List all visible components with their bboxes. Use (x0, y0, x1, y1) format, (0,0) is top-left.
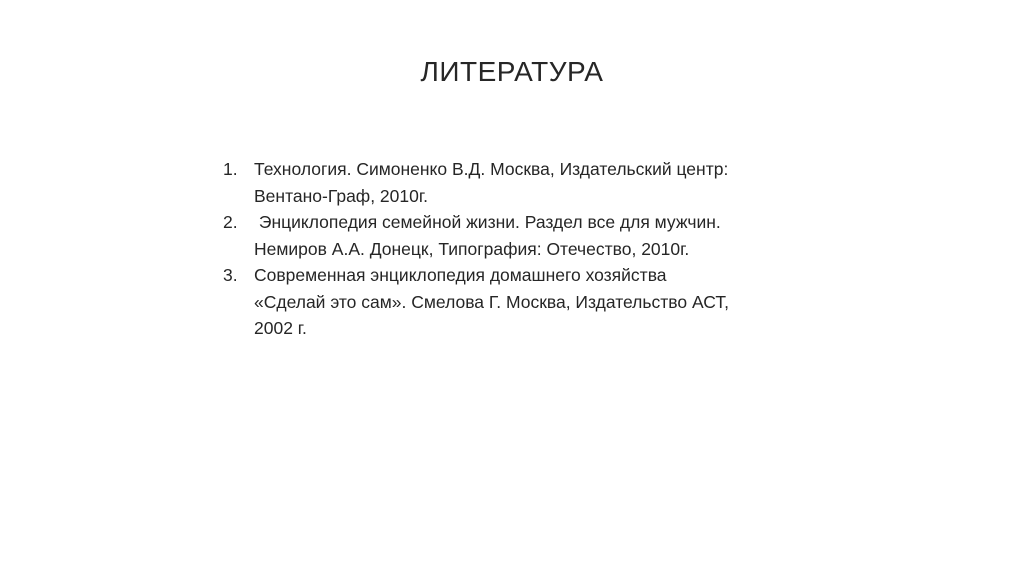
reference-item-3 (218, 262, 818, 342)
reference-line: Технология. Симоненко В.Д. Москва, Издательский центр: (254, 159, 729, 179)
reference-number: 3. (223, 265, 238, 285)
reference-line: Современная энциклопедия домашнего хозяйства (254, 265, 667, 285)
reference-line: Немиров А.А. Донецк, Типография: Отечество, 2010г. (254, 238, 690, 259)
reference-item-2 (218, 209, 818, 262)
reference-line: Энциклопедия семейной жизни. Раздел все для мужчин. (254, 212, 721, 232)
reference-number: 2. (223, 212, 238, 232)
reference-line: «Сделай это сам». Смелова Г. Москва, Издательство АСТ, (254, 291, 729, 312)
reference-line: 2002 г. (254, 318, 307, 338)
reference-line: Вентано-Граф, 2010г. (254, 185, 428, 206)
reference-number: 1. (223, 159, 238, 179)
reference-item-1 (218, 156, 818, 209)
slide-title: ЛИТЕРАТУРА (420, 56, 604, 87)
reference-list (218, 156, 818, 342)
